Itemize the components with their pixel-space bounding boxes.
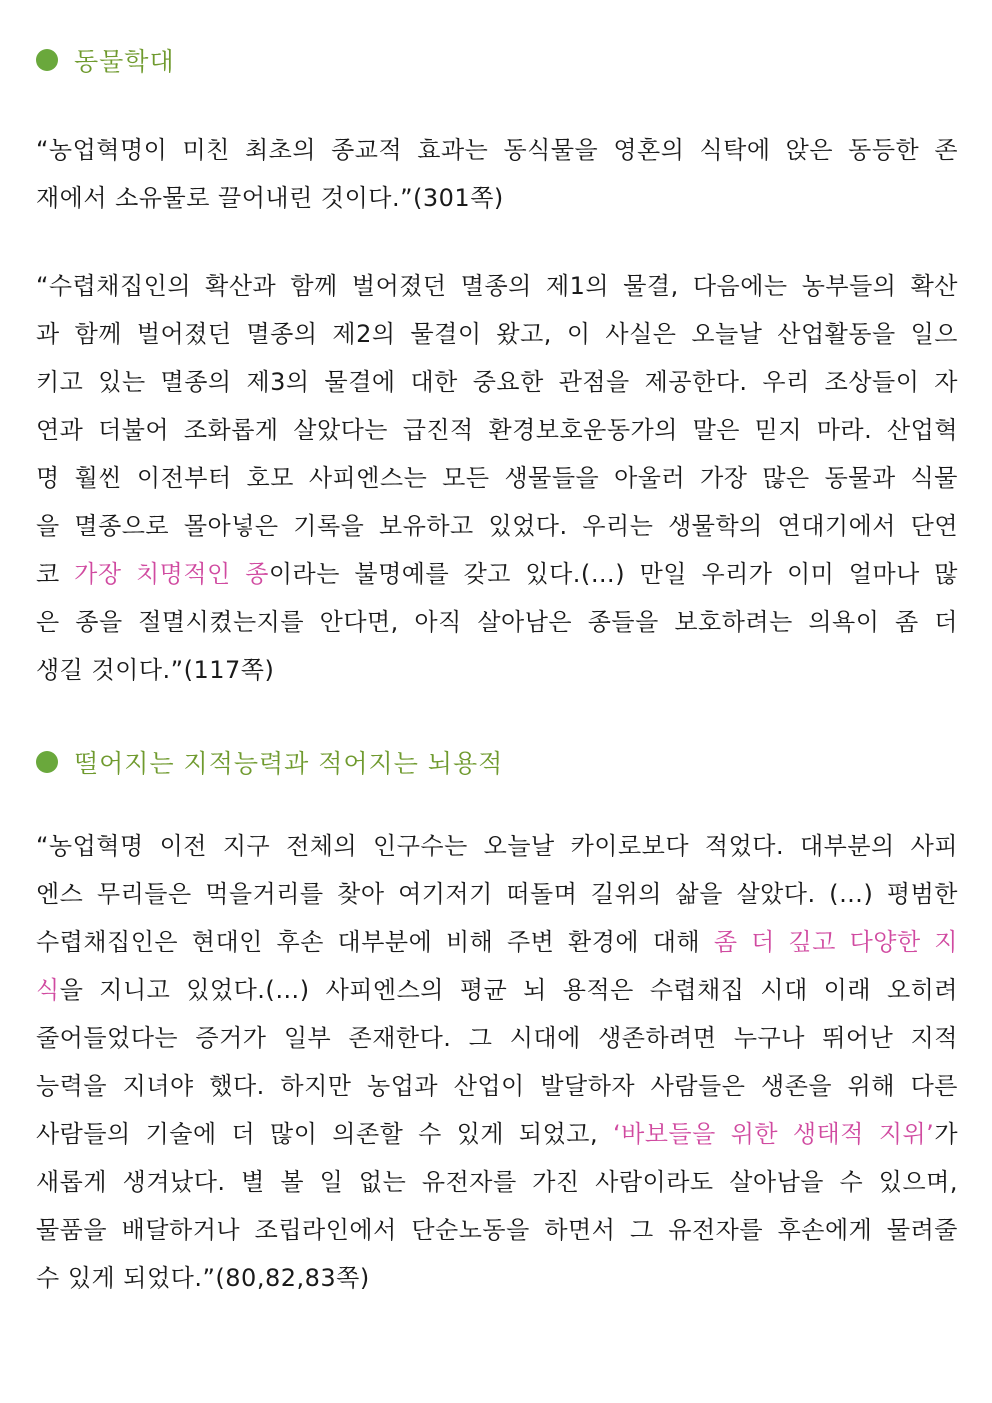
text-line [36, 1206, 958, 1254]
text-segment: “농업혁명 이전 지구 전체의 인구수는 오늘날 카이로보다 적었다. 대부분의 사피 [36, 832, 958, 860]
highlighted-phrase: 식 [36, 976, 60, 1004]
text-segment: 엔스 무리들은 먹을거리를 찾아 여기저기 떠돌며 길위의 삶을 살았다. (…) 평범한 [36, 880, 958, 908]
text-segment: 물품을 배달하거나 조립라인에서 단순노동을 하면서 그 유전자를 후손에게 물려줄 [36, 1216, 958, 1244]
text-line [36, 262, 958, 310]
text-line [36, 1014, 958, 1062]
text-segment: 생길 것이다.”(117쪽) [36, 656, 275, 684]
quote-paragraph [36, 822, 958, 1302]
text-segment: 사람들의 기술에 더 많이 의존할 수 있게 되었고, [36, 1120, 613, 1148]
text-line [36, 502, 958, 550]
highlighted-phrase: 좀 더 깊고 다양한 지 [713, 928, 958, 956]
text-segment: “농업혁명이 미친 최초의 종교적 효과는 동식물을 영혼의 식탁에 앉은 동등한 존 [36, 136, 958, 164]
text-line [36, 1062, 958, 1110]
text-segment: 새롭게 생겨났다. 별 볼 일 없는 유전자를 가진 사람이라도 살아남을 수 있으며, [36, 1168, 958, 1196]
text-line [36, 1110, 958, 1158]
section-heading-text: 떨어지는 지적능력과 적어지는 뇌용적 [74, 749, 504, 778]
text-segment: 재에서 소유물로 끌어내린 것이다.”(301쪽) [36, 184, 504, 212]
text-segment: 연과 더불어 조화롭게 살았다는 급진적 환경보호운동가의 말은 믿지 마라. 산업혁 [36, 416, 958, 444]
quote-paragraph [36, 126, 958, 222]
text-line [36, 598, 958, 646]
bullet-dot-icon [36, 751, 58, 773]
text-segment: 을 멸종으로 몰아넣은 기록을 보유하고 있었다. 우리는 생물학의 연대기에서 단연 [36, 512, 958, 540]
text-line [36, 174, 958, 222]
section-heading [36, 42, 175, 78]
text-segment: 을 지니고 있었다.(…) 사피엔스의 평균 뇌 용적은 수렵채집 시대 이래 오히려 [59, 976, 958, 1004]
text-segment: 줄어들었다는 증거가 일부 존재한다. 그 시대에 생존하려면 누구나 뛰어난 지적 [36, 1024, 958, 1052]
text-line [36, 358, 958, 406]
text-line [36, 822, 958, 870]
quote-paragraph [36, 262, 958, 694]
text-segment: “수렵채집인의 확산과 함께 벌어졌던 멸종의 제1의 물결, 다음에는 농부들의 확산 [36, 272, 958, 300]
text-segment: 수렵채집인은 현대인 후손 대부분에 비해 주변 환경에 대해 [36, 928, 714, 956]
text-line [36, 126, 958, 174]
text-line [36, 310, 958, 358]
text-line [36, 918, 958, 966]
text-segment: 과 함께 벌어졌던 멸종의 제2의 물결이 왔고, 이 사실은 오늘날 산업활동을 일으 [36, 320, 958, 348]
text-segment: 키고 있는 멸종의 제3의 물결에 대한 중요한 관점을 제공한다. 우리 조상들이 자 [36, 368, 958, 396]
text-line [36, 1254, 958, 1302]
bullet-dot-icon [36, 49, 58, 71]
text-line [36, 454, 958, 502]
highlighted-phrase: ‘바보들을 위한 생태적 지위’ [612, 1120, 935, 1148]
section-heading [36, 744, 503, 780]
text-line [36, 966, 958, 1014]
text-segment: 이라는 불명예를 갖고 있다.(…) 만일 우리가 이미 얼마나 많 [268, 560, 958, 588]
text-line [36, 1158, 958, 1206]
text-line [36, 550, 958, 598]
text-line [36, 646, 958, 694]
text-segment: 능력을 지녀야 했다. 하지만 농업과 산업이 발달하자 사람들은 생존을 위해 다른 [36, 1072, 958, 1100]
text-segment: 명 훨씬 이전부터 호모 사피엔스는 모든 생물들을 아울러 가장 많은 동물과 식물 [36, 464, 958, 492]
text-segment: 가 [934, 1120, 959, 1148]
text-line [36, 870, 958, 918]
text-segment: 수 있게 되었다.”(80,82,83쪽) [36, 1264, 370, 1292]
text-segment: 은 종을 절멸시켰는지를 안다면, 아직 살아남은 종들을 보호하려는 의욕이 좀 더 [36, 608, 958, 636]
text-line [36, 406, 958, 454]
highlighted-phrase: 가장 치명적인 종 [74, 560, 269, 588]
text-segment: 코 [36, 560, 75, 588]
section-heading-text: 동물학대 [74, 47, 175, 76]
